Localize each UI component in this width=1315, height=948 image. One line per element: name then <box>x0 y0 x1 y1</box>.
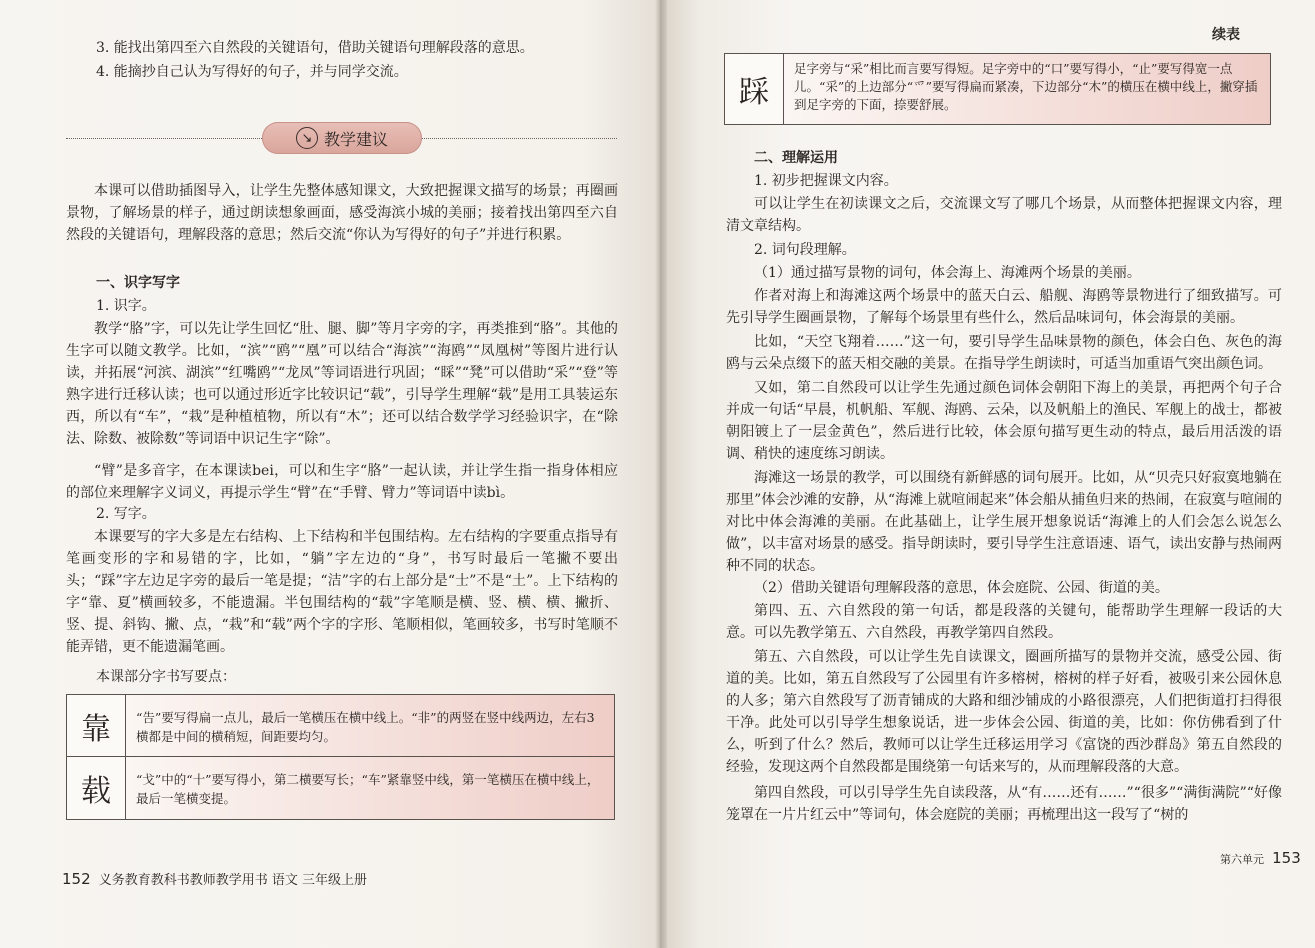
sub2-heading: 2. 写字。 <box>96 506 156 522</box>
char-note: “告”要写得扁一点儿，最后一笔横压在横中线上。“非”的两竖在竖中线两边，左右3横都是中间的横稍短，间距要均匀。 <box>126 695 614 756</box>
paragraph-a4: 海滩这一场景的教学，可以围绕有新鲜感的词句展开。比如，从“贝壳只好寂寞地躺在那里”体会沙滩的安静，从“海滩上就喧闹起来”体会船从捕鱼归来的热闹，在寂寞与喧闹的对比中体会海滩的美丽。在此基础上，让学生展开想象说话“海滩上的人们会怎么说怎么做”，以丰富对场景的感受。指导朗读时，要引导学生注意语速、语气，读出安静与热闹两种不同的状态。 <box>726 470 1282 574</box>
sub1-paragraph-1: 教学“胳”字，可以先让学生回忆“肚、腿、脚”等月字旁的字，再类推到“胳”。其他的生字可以随文教学。比如，“滨”“鸥”“凰”可以结合“海滨”“海鸥”“凤凰树”等图片进行认读，并拓展“河滨、湖滨”“红嘴鸥”“龙凤”等词语进行巩固；“睬”“凳”可以借助“采”“登”等熟字进行迁移认读；也可以通过形近字比较识记“载”，引导学生理解“载”是用工具装运东西，所以有“车”，“栽”是种植植物，所以有“木”；还可以结合数学学习经验识字，在“除法、除数、被除数”等词语中识记生字“除”。 <box>66 321 618 447</box>
banner-title: 教学建议 <box>324 129 389 149</box>
paragraph-a3: 又如，第二自然段可以让学生先通过颜色词体会朝阳下海上的美景，再把两个句子合并成一句话“早晨，机帆船、军舰、海鸥、云朵，以及帆船上的渔民、军舰上的战士，都被朝阳镀上了一层金黄色”，然后进行比较，体会原句描写更生动的特点，最后用活泼的语调、稍快的速度练习朗读。 <box>726 380 1282 462</box>
paragraph-b2: 第五、六自然段，可以让学生先自读课文，圈画所描写的景物并交流，感受公园、街道的美。比如，第五自然段写了公园里有许多榕树，榕树的样子好看，被吸引来公园休息的人多；第六自然段写了沥青铺成的大路和细沙铺成的小路很漂亮，人们把街道打扫得很干净。此处可以引导学生想象说话，进一步体会公园、街道的美，比如：你仿佛看到了什么，听到了什么？然后，教师可以让学生迁移运用学习《富饶的西沙群岛》第五自然段的经验，发现这两个自然段都是围绕第一句话来写的，从而理解段落的大意。 <box>726 649 1282 775</box>
char-row-zai <box>67 757 614 819</box>
unit-label: 第六单元 <box>1220 853 1264 866</box>
objective-4: 4. 能摘抄自己认为写得好的句子，并与同学交流。 <box>96 64 408 80</box>
section2-heading: 二、理解运用 <box>754 150 838 166</box>
s2-2-heading: 2. 词句段理解。 <box>754 242 856 258</box>
s2-1-paragraph: 可以让学生在初读课文之后，交流课文写了哪几个场景，从而整体把握课文内容，理清文章结构。 <box>726 196 1282 234</box>
teaching-suggestions-banner <box>262 122 422 154</box>
section1-heading: 一、识字写字 <box>96 275 180 291</box>
page-number: 153 <box>1272 849 1301 867</box>
sub1-heading: 1. 识字。 <box>96 298 156 314</box>
char-note: “戈”中的“十”要写得小，第二横要写长；“车”紧靠竖中线，第一笔横压在横中线上，最后一笔横变提。 <box>126 757 614 819</box>
char-glyph: 踩 <box>725 54 784 124</box>
char-glyph: 载 <box>67 757 126 819</box>
char-writing-table <box>66 694 615 820</box>
paragraph-b3: 第四自然段，可以引导学生先自读段落，从“有……还有……”“很多”“满街满院”“好像笼罩在一片片红云中”等词句，体会庭院的美丽；再梳理出这一段写了“树的 <box>726 785 1282 823</box>
page-number: 152 <box>62 870 91 888</box>
arrow-circle-icon: ↘ <box>296 127 318 149</box>
s2-2-b-heading: （2）借助关键语句理解段落的意思，体会庭院、公园、街道的美。 <box>754 580 1169 596</box>
objective-3: 3. 能找出第四至六自然段的关键语句，借助关键语句理解段落的意思。 <box>96 40 534 56</box>
continued-label: 续表 <box>1212 27 1240 43</box>
paragraph-b1: 第四、五、六自然段的第一句话，都是段落的关键句，能帮助学生理解一段话的大意。可以先教学第五、六自然段，再教学第四自然段。 <box>726 603 1282 641</box>
book-title: 义务教育教科书教师教学用书 语文 三年级上册 <box>98 873 368 888</box>
char-note: 足字旁与“采”相比而言要写得短。足字旁中的“口”要写得小，“止”要写得宽一点儿。“采”的上边部分“爫”要写得扁而紧凑，下边部分“木”的横压在横中线上，撇穿插到足字旁的下面，捺要舒展。 <box>784 54 1270 124</box>
paragraph-a1: 作者对海上和海滩这两个场景中的蓝天白云、船舰、海鸥等景物进行了细致描写。可先引导学生圈画景物，了解每个场景里有些什么，然后品味词句，体会海景的美丽。 <box>726 288 1282 326</box>
char-writing-table-continued <box>724 53 1271 125</box>
char-row-kao <box>67 695 614 757</box>
intro-paragraph: 本课可以借助插图导入，让学生先整体感知课文，大致把握课文描写的场景；再圈画景物，了解场景的样子，通过朗读想象画面，感受海滨小城的美丽；接着找出第四至六自然段的关键语句，理解段落的意思；然后交流“你认为写得好的句子”并进行积累。 <box>66 183 618 243</box>
section-divider-right <box>422 138 617 139</box>
right-page <box>660 0 1315 948</box>
char-row-cai <box>725 54 1270 124</box>
writing-points-label: 本课部分字书写要点： <box>96 669 236 685</box>
book-spine-shadow <box>655 0 667 948</box>
paragraph-a2: 比如，“天空飞翔着……”这一句，要引导学生品味景物的颜色，体会白色、灰色的海鸥与云朵点缀下的蓝天相交融的美景。在指导学生朗读时，可适当加重语气突出颜色词。 <box>726 334 1282 372</box>
sub1-paragraph-2: “臂”是多音字，在本课读bei，可以和生字“胳”一起认读，并让学生指一指身体相应的部位来理解字义词义，再提示学生“臂”在“手臂、臂力”等词语中读bì。 <box>66 463 618 501</box>
char-glyph: 靠 <box>67 695 126 756</box>
sub2-paragraph-1: 本课要写的字大多是左右结构、上下结构和半包围结构。左右结构的字要重点指导有笔画变形的字和易错的字，比如，“躺”字左边的“身”，书写时最后一笔撇不要出头；“踩”字左边足字旁的最后一笔是提；“洁”字的右上部分是“士”不是“土”。上下结构的字“靠、夏”横画较多，不能遗漏。半包围结构的“载”字笔顺是横、竖、横、横、撇折、竖、提、斜钩、撇、点，“栽”和“载”两个字的字形、笔顺相似，笔画较多，书写时笔顺不能弄错，更不能遗漏笔画。 <box>66 529 618 655</box>
right-footer <box>1220 849 1301 867</box>
s2-1-heading: 1. 初步把握课文内容。 <box>754 173 898 189</box>
left-footer <box>62 869 367 888</box>
section-divider-left <box>66 138 262 139</box>
s2-2-a-heading: （1）通过描写景物的词句，体会海上、海滩两个场景的美丽。 <box>754 265 1141 281</box>
